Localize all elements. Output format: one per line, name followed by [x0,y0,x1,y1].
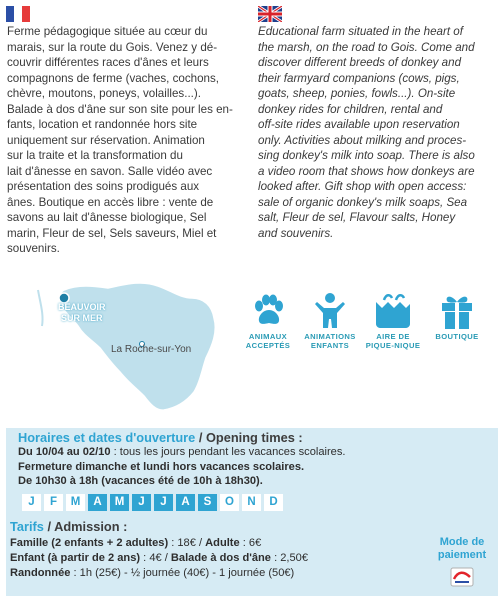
text-line: donkey rides for children, rental and [258,102,443,116]
text-line: Educational farm situated in the heart of [258,25,463,38]
tariffs-title [10,519,127,534]
map-label-roche-sur-yon: La Roche-sur-Yon [111,344,192,355]
tariffs-title-fr: Tarifs [10,519,44,534]
payment-label-line: paiement [437,548,487,561]
map-label-beauvoir [58,302,106,324]
amenity-shop [425,292,489,341]
month-august: A [176,494,195,511]
text-line: the marsh, on the road to Gois. Come and [258,40,475,54]
description-french [7,24,247,257]
amenity-label-line: ANIMAUX [248,332,288,341]
hours-title-fr: Horaires et dates d'ouverture [18,430,196,445]
tariff-row [10,566,308,581]
tariff-value: : 4€ / [140,552,171,564]
amenity-label [236,332,300,350]
amenity-label-line: PIQUE-NIQUE [365,341,421,350]
text-line: Ferme pédagogique située au cœur du [7,25,208,38]
tariff-label: Balade à dos d'âne [170,552,271,564]
flag-france-icon [6,6,30,22]
text-line: savons au lait d'ânesse biologique, Sel [7,211,207,224]
tariff-value: : 18€ / [168,537,206,549]
hours-line [18,445,345,460]
text-line: discover different breeds of donkey and [258,56,462,69]
amenity-children [298,292,362,350]
tariff-label: Famille (2 enfants + 2 adultes) [10,537,169,549]
text-line: only. Activities about milking and proces- [258,133,467,147]
month-march: M [66,494,85,511]
description-english [258,24,498,241]
amenity-label [361,332,425,350]
amenity-pets [236,292,300,350]
month-april: A [88,494,107,511]
text-line: ânes. Boutique en accès libre : vente de [7,195,214,209]
month-november: N [242,494,261,511]
hours-times: De 10h30 à 18h (vacances été de 10h à 18h30). [18,475,263,487]
hours-details [18,445,345,489]
text-line: sur la traite et la transformation du [7,149,183,162]
amenity-label-line: AIRE DE [376,332,410,341]
amenity-label [298,332,362,350]
month-may: M [110,494,129,511]
hours-title [18,430,303,445]
tariff-value: : 6€ [239,537,262,549]
hours-dates: Du 10/04 au 02/10 [18,446,111,458]
month-july: J [154,494,173,511]
text-line: goats, sheep, ponies, fowls...). On-site [258,87,456,100]
text-line: marin, Fleur de sel, Sels saveurs, Miel et [7,226,217,240]
payment-label-line: Mode de [439,536,485,548]
tariff-label: Enfant (à partir de 2 ans) [10,552,141,564]
text-line: marais, sur la route du Gois. Venez y dé- [7,40,218,54]
title-separator: / [43,519,55,534]
months-calendar [22,494,283,511]
hours-closing: Fermeture dimanche et lundi hors vacances scolaires. [18,460,305,473]
tariffs-title-en: Admission : [54,519,128,534]
hours-line [18,474,345,489]
amenity-label-line: ACCEPTÉS [245,341,291,350]
text-line: salt, Fleur de sel, Flavour salts, Honey [258,211,456,224]
text-line: lait d'ânesse en savon. Salle vidéo avec [7,164,213,178]
children-icon [311,292,349,330]
hours-title-en: Opening times : [205,430,303,445]
text-line: sale of organic donkey's milk soaps, Sea [258,195,468,209]
text-line: fants, location et randonnée hors site [7,118,198,131]
map-label-line: BEAUVOIR [58,302,106,312]
tariff-row [10,536,308,551]
text-line: sing donkey's milk into soap. There is also [258,149,475,162]
hours-line [18,460,345,475]
map-label-line: SUR MER [61,313,103,323]
paw-icon [249,292,287,330]
payment-label [427,536,497,561]
month-december: D [264,494,283,511]
amenity-label-line: BOUTIQUE [435,332,479,341]
text-line: looked after. Gift shop with open access: [258,180,467,193]
text-line: présentation des soins prodigués aux [7,180,200,193]
month-june: J [132,494,151,511]
amenity-label-line: ANIMATIONS [304,332,356,341]
text-line: compagnons de ferme (vaches, cochons, [7,71,220,85]
text-line: a video room that shows how donkeys are [258,164,475,178]
amenity-picnic [361,292,425,350]
picnic-area-icon [372,292,414,330]
text-line: souvenirs. [7,242,60,255]
month-february: F [44,494,63,511]
text-line: off-site rides available upon reservation [258,118,460,131]
tariff-value: : 1h (25€) - ½ journée (40€) - 1 journée (50€) [70,567,295,579]
flag-uk-icon [258,6,282,22]
tariff-row [10,551,308,566]
title-separator: / [195,430,206,445]
text-line: Balade à dos d'âne sur son site pour les en- [7,102,233,116]
text-line: their farmyard companions (cows, pigs, [258,71,460,85]
ancv-cheque-icon [450,567,474,587]
payment-methods [427,536,497,587]
text-line: and souvenirs. [258,226,334,240]
tariff-label: Randonnée [10,567,71,579]
amenity-label [425,332,489,341]
gift-shop-icon [439,292,475,330]
amenity-label-line: ENFANTS [310,341,350,350]
tariff-value: : 2,50€ [270,552,308,564]
tariff-label: Adulte [205,537,240,549]
tariffs-list [10,536,308,581]
month-september: S [198,494,217,511]
text-line: uniquement sur réservation. Animation [7,133,205,147]
month-october: O [220,494,239,511]
text-line: chèvre, moutons, poneys, volailles...). [7,87,201,100]
hours-dates-detail: : tous les jours pendant les vacances scolaires. [110,446,346,458]
month-january: J [22,494,41,511]
text-line: couvrir différentes races d'ânes et leurs [7,56,209,69]
